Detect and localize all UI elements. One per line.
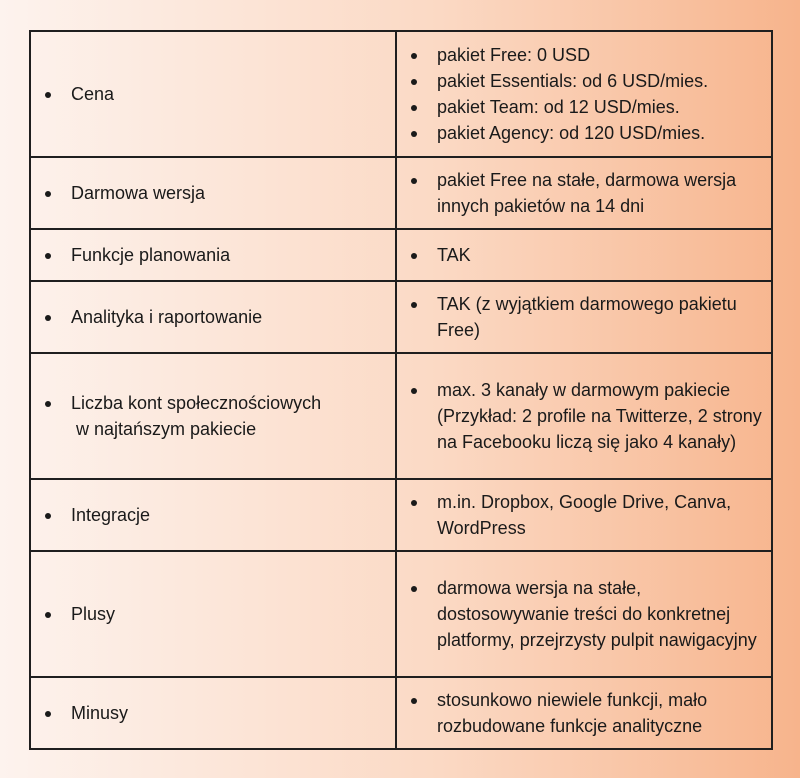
list-item: max. 3 kanały w darmowym pakiecie (Przykład: 2 profile na Twitterze, 2 strony na Facebooku liczą się jako 4 kanały) bbox=[397, 377, 771, 455]
row-label: Analityka i raportowanie bbox=[31, 304, 395, 330]
table-row bbox=[30, 551, 772, 677]
row-label: Minusy bbox=[31, 700, 395, 726]
row-label-cell bbox=[30, 551, 396, 677]
row-value-cell bbox=[396, 353, 772, 479]
list-item: TAK bbox=[397, 242, 771, 268]
row-value-cell bbox=[396, 479, 772, 551]
row-value-cell bbox=[396, 157, 772, 229]
table-row bbox=[30, 353, 772, 479]
row-label-line-1: Liczba kont społecznościowych bbox=[71, 393, 322, 413]
table-row bbox=[30, 31, 772, 157]
list-item: pakiet Free: 0 USD bbox=[397, 42, 771, 68]
row-label: Plusy bbox=[31, 601, 395, 627]
row-label-cell bbox=[30, 353, 396, 479]
comparison-table bbox=[29, 30, 773, 750]
row-label-cell bbox=[30, 229, 396, 281]
row-label bbox=[31, 390, 395, 442]
table-row bbox=[30, 229, 772, 281]
row-label-cell bbox=[30, 479, 396, 551]
row-label: Funkcje planowania bbox=[31, 242, 395, 268]
table-row bbox=[30, 281, 772, 353]
row-value-cell bbox=[396, 677, 772, 749]
row-label-cell bbox=[30, 31, 396, 157]
row-value-cell bbox=[396, 31, 772, 157]
table-row bbox=[30, 677, 772, 749]
row-label: Integracje bbox=[31, 502, 395, 528]
list-item: m.in. Dropbox, Google Drive, Canva, WordPress bbox=[397, 489, 771, 541]
row-label-cell bbox=[30, 157, 396, 229]
row-label: Darmowa wersja bbox=[31, 180, 395, 206]
list-item: pakiet Team: od 12 USD/mies. bbox=[397, 94, 771, 120]
list-item: TAK (z wyjątkiem darmowego pakietu Free) bbox=[397, 291, 771, 343]
table-row bbox=[30, 479, 772, 551]
row-label-line-2: w najtańszym pakiecie bbox=[76, 419, 257, 439]
list-item: pakiet Agency: od 120 USD/mies. bbox=[397, 120, 771, 146]
list-item: pakiet Free na stałe, darmowa wersja innych pakietów na 14 dni bbox=[397, 167, 771, 219]
row-label-cell bbox=[30, 677, 396, 749]
row-label: Cena bbox=[31, 81, 395, 107]
row-value-cell bbox=[396, 229, 772, 281]
table-row bbox=[30, 157, 772, 229]
row-value-cell bbox=[396, 281, 772, 353]
list-item: stosunkowo niewiele funkcji, mało rozbudowane funkcje analityczne bbox=[397, 687, 771, 739]
list-item: pakiet Essentials: od 6 USD/mies. bbox=[397, 68, 771, 94]
list-item: darmowa wersja na stałe, dostosowywanie treści do konkretnej platformy, przejrzysty pulpit nawigacyjny bbox=[397, 575, 771, 653]
row-label-cell bbox=[30, 281, 396, 353]
row-value-cell bbox=[396, 551, 772, 677]
